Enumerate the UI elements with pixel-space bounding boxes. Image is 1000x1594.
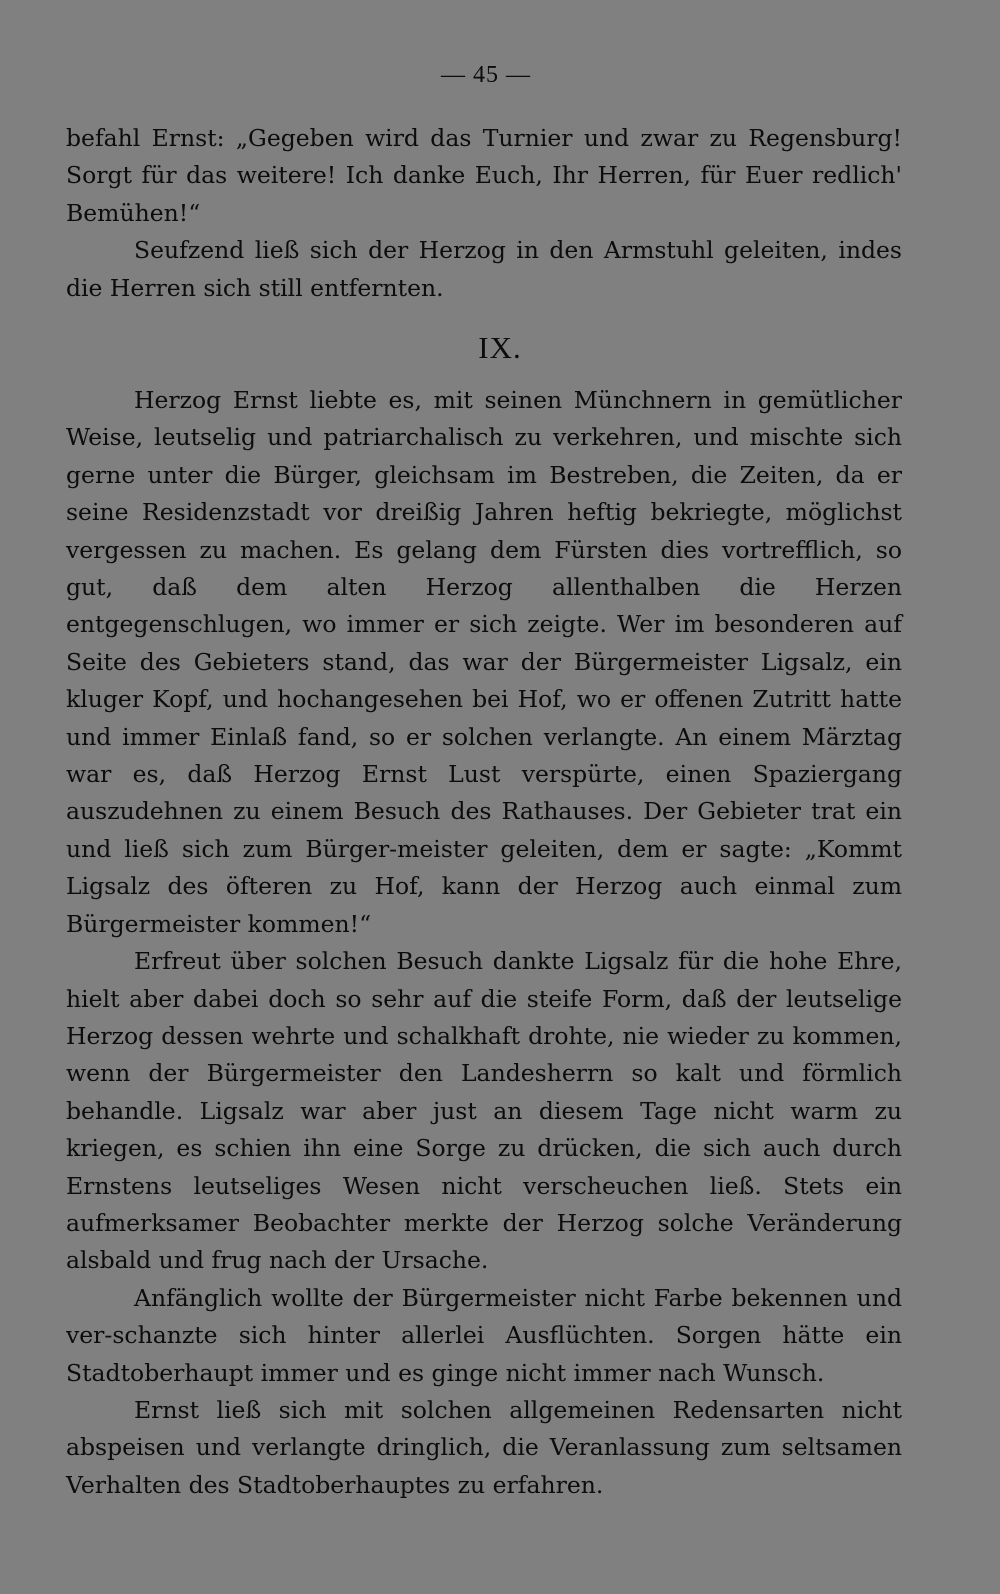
paragraph: befahl Ernst: „Gegeben wird das Turnier und zwar zu Regensburg! Sorgt für das weitere! Ich danke Euch, Ihr Herren, für Euer redlich' Bemühen!“ (66, 124, 902, 227)
paragraph: Erfreut über solchen Besuch dankte Ligsalz für die hohe Ehre, hielt aber dabei doch so sehr auf die steife Form, daß der leutselige Herzog dessen wehrte und schalkhaft drohte, nie wieder zu kommen, wenn der Bürgermeister den Landesherrn so kalt und förmlich behandle. Ligsalz war aber just an diesem Tage nicht warm zu kriegen, es schien ihn eine Sorge zu drücken, die sich auch durch Ernstens leutseliges Wesen nicht verscheuchen ließ. Stets ein aufmerksamer Beobachter merkte der Herzog solche Veränderung alsbald und frug nach der Ursache. (66, 947, 902, 1275)
page-number: — 45 — (441, 62, 531, 88)
text-block-after-chapter (66, 382, 902, 1504)
paragraph: Herzog Ernst liebte es, mit seinen Münchnern in gemütlicher Weise, leutselig und patriarchalisch zu verkehren, und mischte sich gerne unter die Bürger, gleichsam im Bestreben, die Zeiten, da er seine Residenzstadt vor dreißig Jahren heftig bekriegte, möglichst vergessen zu machen. Es gelang dem Fürsten dies vortrefflich, so gut, daß dem alten Herzog allenthalben die Herzen entgegenschlugen, wo immer er sich zeigte. Wer im besonderen auf Seite des Gebieters stand, das war der Bürgermeister Ligsalz, ein kluger Kopf, und hochangesehen bei Hof, wo er offenen Zutritt hatte und immer Einlaß fand, so er solchen verlangte. An einem Märztag war es, daß Herzog Ernst Lust verspürte, einen Spaziergang auszudehnen zu einem Besuch des Rathauses. Der Gebieter trat ein und ließ sich zum Bürger-meister geleiten, dem er sagte: „Kommt Ligsalz des öfteren zu Hof, kann der Herzog auch einmal zum Bürgermeister kommen!“ (66, 386, 902, 938)
paragraph: Seufzend ließ sich der Herzog in den Armstuhl geleiten, indes die Herren sich still entfernten. (66, 236, 902, 302)
chapter-heading: IX. (478, 330, 522, 365)
paragraph: Anfänglich wollte der Bürgermeister nicht Farbe bekennen und ver-schanzte sich hinter allerlei Ausflüchten. Sorgen hätte ein Stadtoberhaupt immer und es ginge nicht immer nach Wunsch. (66, 1283, 902, 1387)
paragraph: Ernst ließ sich mit solchen allgemeinen Redensarten nicht abspeisen und verlangte dringlich, die Veranlassung zum seltsamen Verhalten des Stadtoberhauptes zu erfahren. (66, 1395, 902, 1499)
text-block-before-chapter (66, 120, 902, 307)
